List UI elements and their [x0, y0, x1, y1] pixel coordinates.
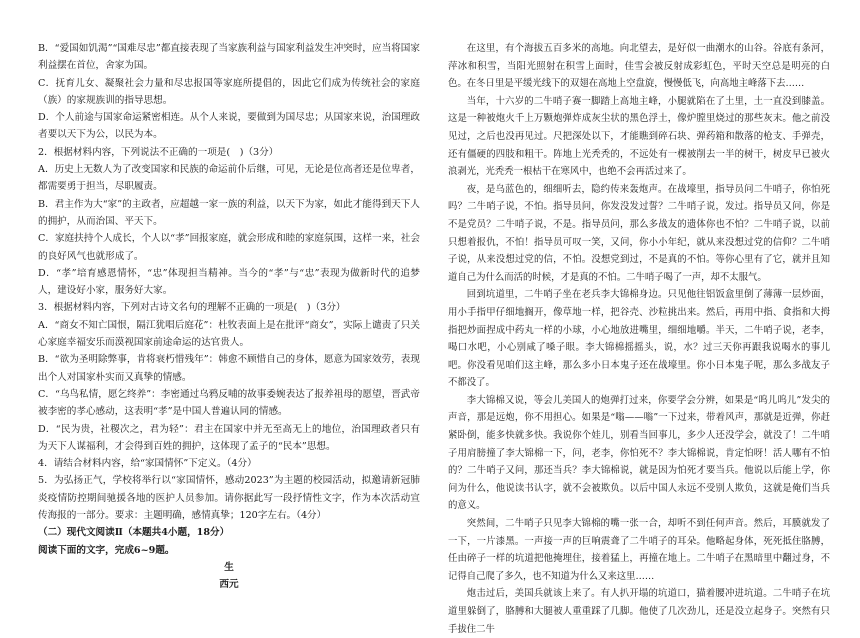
- q2-option-d: D．“孝”培育感恩情怀，“忠”体现担当精神。当今的“孝”与“忠”表现为做新时代的追梦人，建设好小家，服务好大家。: [38, 267, 420, 297]
- q3-option-b: B．“欲为圣明除弊事，肯将衰朽惜残年”：韩愈不顾惜自己的身体，愿意为国家效劳，表现出个人对国家朴实而又真挚的情感。: [38, 354, 420, 383]
- q3-option-c: C．“乌鸟私情，愿乞终养”：李密通过乌鸦反哺的故事委婉表达了报养祖母的愿望，晋武帝被李密的孝心感动，这表明“孝”是中国人普遍认同的情感。: [38, 388, 420, 418]
- q2-option-b: B．君主作为大“家”的主政者，应超越一家一族的利益，以天下为家，如此才能得到天下人的拥护，从而治国、平天下。: [38, 198, 420, 227]
- reading-instruction: 阅读下面的文字，完成6~9题。: [38, 544, 175, 556]
- right-column: [448, 40, 830, 638]
- q2-option-a: A．历史上无数人为了改变国家和民族的命运前仆后继，可见，无论是位高者还是位卑者，都需要勇于担当，尽职履责。: [38, 164, 420, 193]
- q3-option-a: A．“商女不知亡国恨，隔江犹唱后庭花”：杜牧表面上是在批评“商女”，实际上谴责了只关心家庭幸福安乐而漠视国家前途命运的达官贵人。: [38, 319, 420, 349]
- story-paragraph: 回到坑道里，二牛哨子坐在老兵李大锦棉身边。只见他往铝饭盒里倒了薄薄一层炒面，用小手指甲仔细地搁开，像草地一样，把谷壳、沙粒挑出来。然后，再用中指、食指和大拇指把炒面捏成中药丸一样的小球，小心地放进嘴里，细细地嚼。半天，二牛哨子说，老李，喝口水吧，小心别咸了嗓子眼。李大锦棉摇摇头，说，水？过三天你再跟我说喝水的事儿吧。你没看见咱们这主峰，那么多小日本鬼子还在战壕里。你小日本鬼子呢，那么多战友子不都没了。: [448, 289, 830, 389]
- story-title: 生: [224, 561, 234, 573]
- question-5: 5．为弘扬正气，学校将举行以“家国情怀，感动2023”为主题的校园活动，拟邀请新冠肺炎疫情防控期间驰援各地的医护人员参加。请你据此写一段抒情性文字，作为本次活动宣传海报的一部分。要求：主题明确，感情真挚；120字左右。（4分）: [38, 475, 420, 522]
- left-column: [38, 40, 420, 594]
- story-paragraph: 炮击过后，美国兵就该上来了。有人扒开塌的坑道口，猫着腰冲进坑道。二牛哨子在坑道里躲倒了，胳膊和大腿被人重重踩了几脚。他使了几次劲儿，还是没立起身子。突然有只手拔住二牛: [448, 588, 830, 635]
- question-3: 3．根据材料内容，下列对古诗文名句的理解不正确的一项是( )（3分）: [38, 302, 346, 314]
- question-2: 2．根据材料内容，下列说法不正确的一项是( )（3分）: [38, 146, 279, 158]
- story-paragraph: 在这里，有个海拔五百多米的高地。向北望去，是好似一曲潮水的山谷。谷底有条河，萍冰和积雪，当阳光照射在积雪上面时，佳雪会被反射成彩虹色，平时天空总是明亮的白色。在冬日里是平缓光线下的双翅在高地上空盘旋，慢慢低飞，向高地主峰落下去……: [448, 43, 830, 90]
- q2-option-c: C．家庭扶持个人成长，个人以“孝”回报家庭，就会形成和睦的家庭氛围，这样一来，社会的良好风气也就形成了。: [38, 233, 420, 262]
- question-4: 4．请结合材料内容，给“家国情怀”下定义。（4分）: [38, 458, 257, 470]
- option-c: C．抚育儿女、凝聚社会力量和尽忠报国等家庭所提倡的，因此它们成为传统社会的家庭（族）的家规族训的指导思想。: [38, 77, 420, 106]
- option-b: B．“爱国如饥渴”“国难尽忠”都直接表现了当家族利益与国家利益发生冲突时，应当将国家利益摆在首位，舍家为国。: [38, 43, 420, 72]
- story-paragraph: 李大锦棉又说，等会儿美国人的炮弹打过来，你要学会分辨，如果是“呜儿呜儿”发尖的声音，那是远炮，你不用担心。如果是“嗡——嗡”一下过来，带着风声，那就是近弹，你赶紧卧倒，能多快就多快。我说你个娃儿，别看当回事儿，多少人还没学会，就没了！二牛哨子用肩膀撞了李大锦棉一下，问，老李，你怕死不？李大锦棉说，肯定怕呀！活人哪有不怕的？二牛哨子又问，那还当兵？李大锦棉说，就是因为怕死才要当兵。他说以后能上学，你问为什么，他说读书认字，就不会被欺负。以后中国人永远不受别人欺负，这就是俺们当兵的意义。: [448, 394, 830, 512]
- story-paragraph: 夜，是乌蓝色的，细细听去，隐约传来轰炮声。在战壕里，指导员问二牛哨子，你怕死吗？二牛哨子说，不怕。指导员问，你发没发过誓？二牛哨子说，发过。指导员又问，你是不是党员？二牛哨子说，不是。指导员问，那么多战友的遗体你也不怕？二牛哨子说，以前只想着报仇，不怕！指导员可叹一笑，又问，你小小年纪，就从来没想过党的信仰？二牛哨子说，从来没想过党的信，不怕。没想党到过，不是真的不怕。等你心里有了它，就并且知道自己为什么而活的时候，才是真的不怕。二牛哨子喝了一声，却不太服气。: [448, 183, 830, 283]
- section-title: （二）现代文阅读Ⅱ（本题共4小题，18分）: [38, 527, 230, 539]
- story-paragraph: 当年，十六岁的二牛哨子赛一脚踏上高地主峰，小腿就陷在了土里，土一直没到膝盖。这是一种被炮火千上万颗炮弹炸成灰尘状的黑色浮土，像炉膛里烧过的那些灰末。他之前没见过，之后也没再见过。尺把深处以下，才能瞧到碎石块、弹药箱和散落的枪支、手弹壳，还有僵硬的四肢和粗干。阵地上光秃秃的，不远处有一棵被削去一半的树干，树皮早已被火浪剥光，光秃秃一根枯干在寒风中，也绝不会再活过来了。: [448, 95, 830, 178]
- story-paragraph: 突然间，二牛哨子只见李大锦棉的嘴一张一合，却听不到任何声音。然后，耳膜就发了一下，一片漆黑。一声接一声的巨响震聋了二牛哨子的耳朵。他略起身体，死死抵住胳膊，任由碎子一样的坑道把他掩埋住，接着猛上，再撞在地上。二牛哨子在黑暗里中翻过身，不记得自己爬了多久，也不知道为什么又来这里……: [448, 518, 830, 582]
- q3-option-d: D．“民为贵，社稷次之，君为轻”：君主在国家中并无至高无上的地位，治国理政者只有为天下人谋福利，才会得到百姓的拥护，这体现了孟子的“民本”思想。: [38, 423, 420, 452]
- story-author: 西元: [219, 579, 239, 591]
- option-d: D．个人前途与国家命运紧密相连。从个人来说，要做到为国尽忠；从国家来说，治国理政者要以天下为公，以民为本。: [38, 112, 420, 141]
